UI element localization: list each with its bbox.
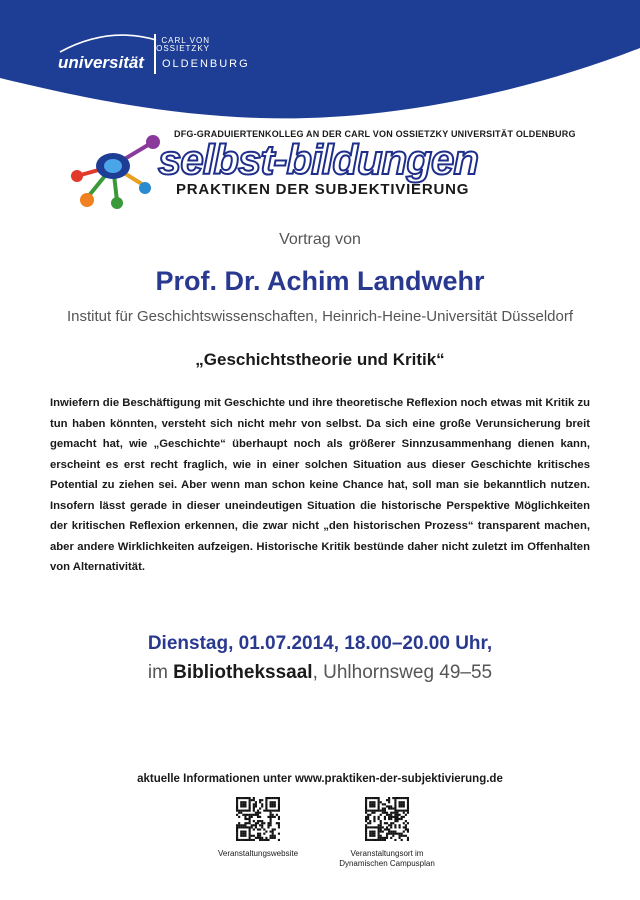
qr-website[interactable] [198,797,318,859]
university-city: OLDENBURG [162,58,250,70]
program-subtitle: PRAKTIKEN DER SUBJEKTIVIERUNG [176,181,470,198]
venue-address: , Uhlhornsweg 49–55 [312,662,493,683]
qr-campus-caption-line1: Veranstaltungsort im [350,849,424,858]
program-header: DFG-GRADUIERTENKOLLEG AN DER CARL VON OSSIETZKY UNIVERSITÄT OLDENBURG [174,129,576,139]
qr-website-caption: Veranstaltungswebsite [217,849,299,858]
qr-campus-caption-line2: Dynamischen Campusplan [339,859,435,868]
university-name-line2: OSSIETZKY [156,44,210,53]
abstract-text: Inwiefern die Beschäftigung mit Geschichte und ihre theoretische Reflexion noch etwas mit Kritik zu tun haben könnten, versteht sich nicht mehr von selbst. Da sich eine große Verunsicherung breit gemacht hat, wie „Geschichte“ überhaupt noch als größerer Sinnzusammenhang dienen kann, erscheint es erst recht fraglich, wie in einer solchen Situation aus dieser Geschichte kritisches Potential zu ziehen sei. Aber wenn man schon keine Chance hat, soll man sie bekanntlich nutzen. Insofern lässt gerade in dieser uneindeutigen Situation die historische Perspektive Möglichkeiten der kritischen Reflexion erkennen, die zwar nicht „den historischen Prozess“ transparent machen, aber andere Wirklichkeiten aufzeigen. Historische Kritik bestünde daher nicht zuletzt im Offenhalten von Alternativität. [50,397,590,573]
lecture-intro: Vortrag von [279,231,361,248]
program-brand: selbst-bildungen [158,136,478,183]
program-logo [65,128,585,213]
venue-prefix: im [147,662,174,683]
university-name: universität [58,53,144,72]
speaker-institute: Institut für Geschichtswissenschaften, Heinrich-Heine-Universität Düsseldorf [66,308,574,325]
event-venue [0,662,640,684]
university-name-line1: CARL VON [161,36,210,45]
venue-room: Bibliothekssaal [173,662,313,683]
qr-campus-map[interactable] [327,797,447,869]
logo-divider [154,34,156,74]
qr-campus-caption [327,849,447,869]
qr-code-icon [236,797,280,841]
event-date-time: Dienstag, 01.07.2014, 18.00–20.00 Uhr, [147,633,493,654]
university-logo-icon [58,30,158,55]
speaker-name: Prof. Dr. Achim Landwehr [155,266,485,296]
qr-code-icon [365,797,409,841]
molecule-logo-icon [65,128,165,213]
info-link[interactable]: aktuelle Informationen unter www.praktiken-der-subjektivierung.de [137,773,503,785]
talk-title: „Geschichtstheorie und Kritik“ [195,350,445,369]
